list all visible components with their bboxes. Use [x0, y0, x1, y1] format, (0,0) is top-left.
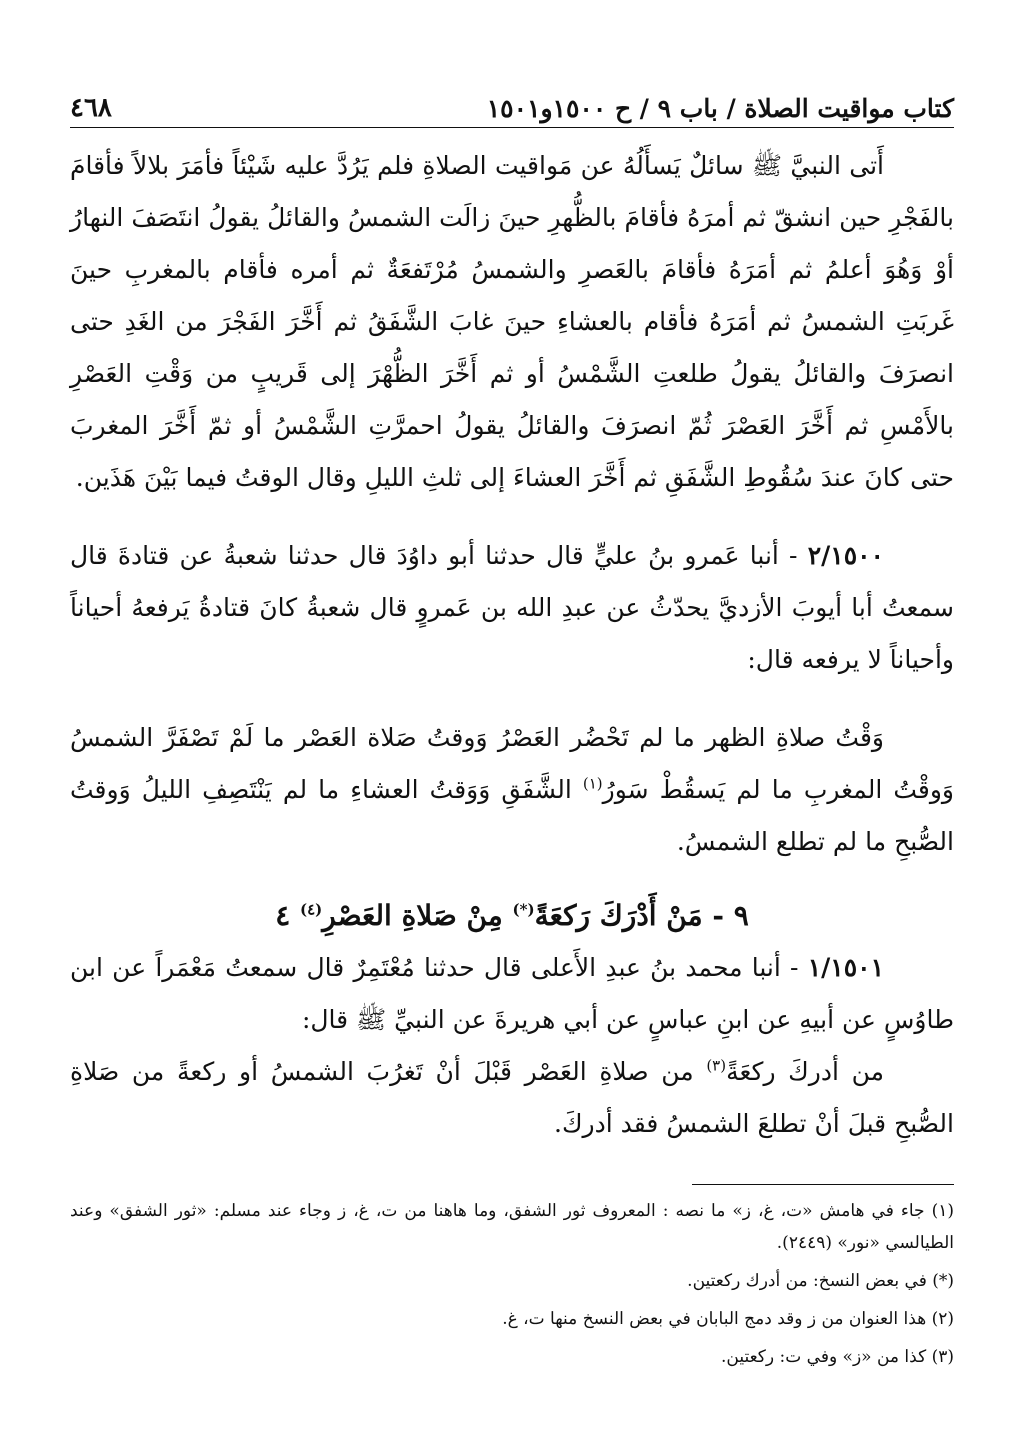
page-body — [70, 140, 954, 1150]
footnote-item — [70, 1341, 954, 1373]
hadith-text-part-a: من أدركَ ركعَةً — [726, 1057, 885, 1086]
footnote-item — [70, 1303, 954, 1335]
footnote-marker: (*) — [932, 1271, 954, 1291]
running-title: كتاب مواقيت الصلاة / باب ٩ / ح ١٥٠٠و١٥٠١ — [486, 94, 954, 123]
footnote-item — [70, 1265, 954, 1297]
hadith-text-part-b: من صلاةِ العَصْر قَبْلَ أنْ تَغرُبَ الشمسُ أو ركعةً من صَلاةِ الصُّبحِ قبلَ أنْ تطلعَ الشمسُ فقد أدركَ. — [70, 1057, 954, 1138]
hadith-number: ١/١٥٠١ — [807, 953, 885, 982]
hadith-chain: - أنبا محمد بنُ عبدِ الأَعلى قال حدثنا مُعْتَمِرٌ قال سمعتُ مَعْمَراً عن ابن طاوُسٍ عن أبيهِ عن ابنِ عباسٍ عن أبي هريرةَ عن النبيِّ ﷺ قال: — [70, 953, 954, 1034]
document-page — [70, 84, 954, 1430]
heading-part-a: ٩ - مَنْ أَدْرَكَ رَكعَةً — [534, 899, 749, 932]
hadith-chain: - أنبا عَمرو بنُ عليٍّ قال حدثنا أبو داوُدَ قال حدثنا شعبةُ عن قتادةَ قال سمعتُ أبا أيوبَ الأزديَّ يحدّثُ عن عبدِ الله بن عَمروٍ قال شعبةُ كانَ قتادةُ يَرفعهُ أحياناً وأحياناً لا يرفعه قال: — [70, 541, 954, 674]
footnote-text: هذا العنوان من ز وقد دمج البابان في بعض النسخ منها ت، غ. — [502, 1309, 927, 1329]
page-header — [70, 84, 954, 128]
footnote-marker: (٢) — [931, 1309, 954, 1329]
page-number: ٤٦٨ — [70, 93, 112, 123]
footnote-marker: (١) — [931, 1201, 954, 1221]
hadith-text-paragraph — [70, 140, 954, 504]
footnote-marker: (٣) — [931, 1347, 954, 1367]
hadith-1500-2-paragraph — [70, 530, 954, 686]
heading-star-ref: (*) — [512, 900, 535, 919]
footnote-divider — [692, 1184, 954, 1185]
footnote-text: كذا من «ز» وفي ت: ركعتين. — [721, 1347, 927, 1367]
section-heading — [70, 890, 954, 942]
hadith-1500-2-text — [70, 712, 954, 868]
hadith-text-part-b: الشَّفَقِ وَوَقتُ العشاءِ ما لم يَنْتَصِفِ الليلُ وَوقتُ الصُّبحِ ما لم تطلع الشمسُ. — [70, 775, 954, 856]
heading-part-c: ٤ — [275, 899, 291, 932]
hadith-1501-1-text — [70, 1046, 954, 1150]
footnote-ref: (٣) — [706, 1056, 727, 1075]
footnote-item — [70, 1195, 954, 1259]
hadith-1501-1-paragraph — [70, 942, 954, 1046]
heading-part-b: مِنْ صَلاةِ العَصْرِ — [322, 899, 503, 932]
footnote-text: في بعض النسخ: من أدرك ركعتين. — [687, 1271, 927, 1291]
hadith-number: ٢/١٥٠٠ — [807, 541, 884, 570]
footnote-ref: (١) — [582, 774, 603, 793]
footnotes — [70, 1184, 954, 1373]
footnote-text: جاء في هامش «ت، غ، ز» ما نصه : المعروف ثور الشفق، وما هاهنا من ت، غ، ز وجاء عند مسلم: «ثور الشفق» وعند الطيالسي «نور» (٢٤٤٩). — [70, 1201, 954, 1253]
hadith-text-part-a: وَقْتُ صلاةِ الظهر ما لم تَحْضُر العَصْرُ وَوقتُ صَلاة العَصْر ما لَمْ تَصْفَرَّ الشمسُ وَوقْتُ المغربِ ما لم يَسقُطْ سَورُ — [70, 723, 954, 804]
hadith-text: أَتى النبيَّ ﷺ سائلٌ يَسأَلُهُ عن مَواقيت الصلاةِ فلم يَرُدَّ عليه شَيْئاً فأمَرَ بلالاً فأقامَ بالفَجْرِ حين انشقّ ثم أمرَهُ فأقامَ بالظُّهرِ حينَ زالَت الشمسُ والقائلُ يقولُ انتَصَفَ النهارُ أوْ وَهُوَ أعلمُ ثم أمَرَهُ فأقامَ بالعَصرِ والشمسُ مُرْتَفعَةٌ ثم أمره فأقام بالمغربِ حينَ غَربَتِ الشمسُ ثم أمَرَهُ فأقام بالعشاءِ حينَ غابَ الشَّفَقُ ثم أَخَّرَ الفَجْرَ من الغَدِ حتى انصرَفَ والقائلُ يقولُ طلعتِ الشَّمْسُ أو ثم أَخَّرَ الظُّهْرَ إلى قَريبٍ من وَقْتِ العَصْرِ بالأَمْسِ ثم أَخَّرَ العَصْرَ ثُمّ انصرَفَ والقائلُ يقولُ احمرَّتِ الشَّمْسُ أو ثمّ أَخَّرَ المغربَ حتى كانَ عندَ سُقُوطِ الشَّفَقِ ثم أَخَّرَ العشاءَ إلى ثلثِ الليلِ وقال الوقتُ فيما بَيْنَ هَذَين. — [70, 151, 954, 492]
heading-footnote-ref: (٤) — [300, 900, 323, 919]
